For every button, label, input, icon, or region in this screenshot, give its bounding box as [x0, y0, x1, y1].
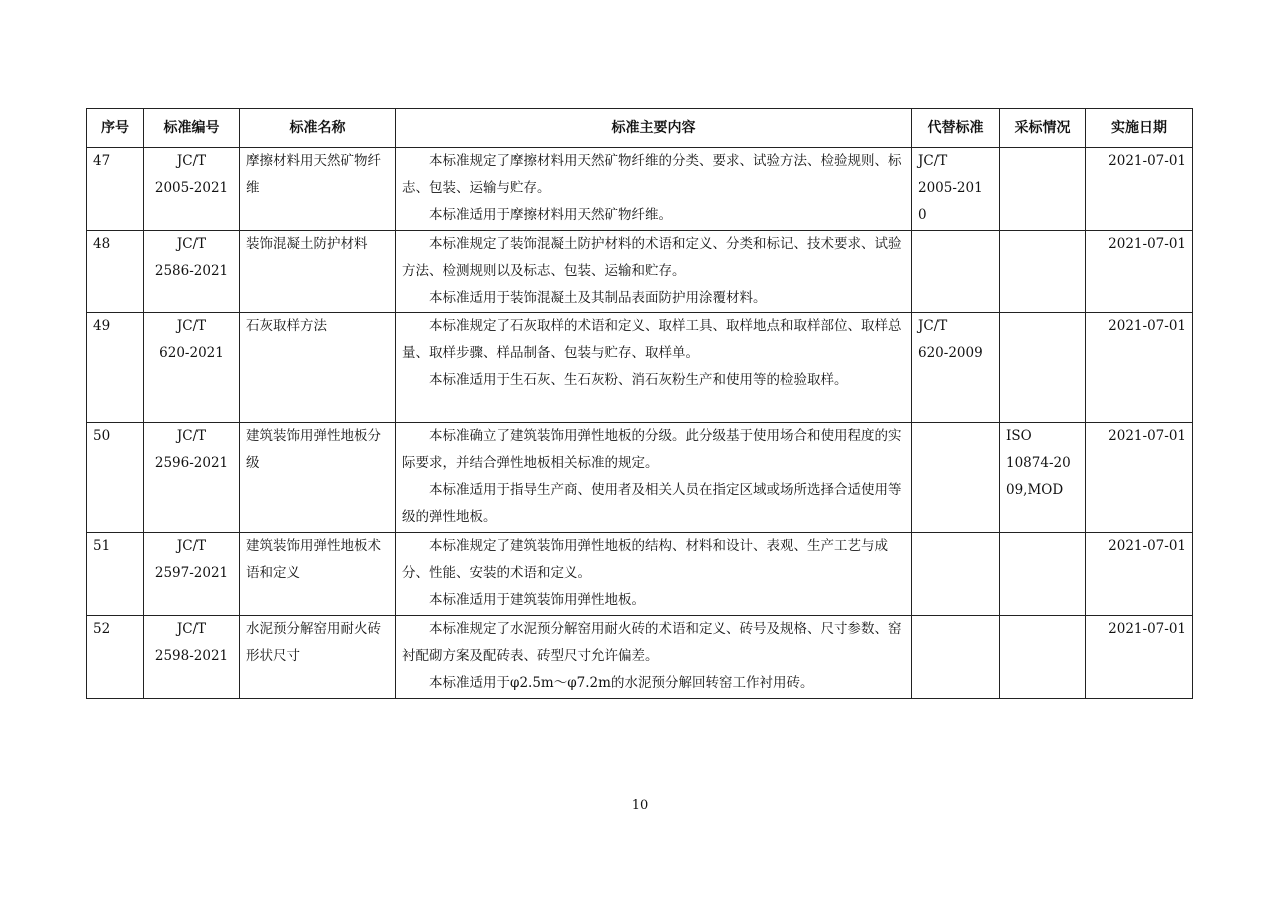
row-content: [396, 231, 912, 313]
row-adopted: [1000, 616, 1086, 699]
replaced-line: JC/T: [918, 318, 948, 334]
row-adopted: [1000, 313, 1086, 423]
table-row: [87, 616, 1193, 699]
code-line: JC/T: [176, 538, 207, 554]
row-replaced: [912, 423, 1000, 533]
code-line: 2005-2021: [154, 180, 229, 196]
header-replaced: 代替标准: [912, 109, 1000, 148]
table-row: [87, 423, 1193, 533]
row-replaced: [912, 533, 1000, 616]
row-content: [396, 616, 912, 699]
code-line: JC/T: [176, 236, 207, 252]
row-replaced: [912, 148, 1000, 231]
code-line: 2597-2021: [154, 565, 229, 581]
table-row: [87, 148, 1193, 231]
row-code: [144, 231, 240, 313]
adopted-line: 09,MOD: [1006, 482, 1064, 498]
content-paragraph: 本标准规定了水泥预分解窑用耐火砖的术语和定义、砖号及规格、尺寸参数、窑衬配砌方案及配砖表、砖型尺寸允许偏差。: [402, 621, 902, 664]
content-paragraph: 本标准规定了建筑装饰用弹性地板的结构、材料和设计、表观、生产工艺与成分、性能、安装的术语和定义。: [402, 538, 888, 581]
row-seq: 48: [87, 231, 144, 313]
replaced-line: 620-2009: [918, 345, 983, 361]
row-adopted: [1000, 533, 1086, 616]
row-code: [144, 533, 240, 616]
table-row: [87, 533, 1193, 616]
content-paragraph: 本标准适用于指导生产商、使用者及相关人员在指定区域或场所选择合适使用等级的弹性地板。: [402, 482, 902, 525]
table-header-row: [87, 109, 1193, 148]
code-line: JC/T: [176, 318, 207, 334]
row-code: [144, 423, 240, 533]
row-date: 2021-07-01: [1086, 231, 1193, 313]
content-paragraph: 本标准适用于生石灰、生石灰粉、消石灰粉生产和使用等的检验取样。: [429, 372, 848, 388]
header-code: 标准编号: [144, 109, 240, 148]
row-seq: 52: [87, 616, 144, 699]
row-code: [144, 148, 240, 231]
content-paragraph: 本标准适用于摩擦材料用天然矿物纤维。: [429, 207, 672, 223]
row-name: 建筑装饰用弹性地板分级: [240, 423, 396, 533]
replaced-line: 2005-201: [918, 180, 983, 196]
row-replaced: [912, 616, 1000, 699]
row-seq: 49: [87, 313, 144, 423]
content-paragraph: 本标准规定了摩擦材料用天然矿物纤维的分类、要求、试验方法、检验规则、标志、包装、运输与贮存。: [402, 153, 902, 196]
page-number: 10: [631, 798, 649, 813]
code-line: 2596-2021: [154, 455, 229, 471]
row-name: 摩擦材料用天然矿物纤维: [240, 148, 396, 231]
row-content: [396, 533, 912, 616]
header-adopted: 采标情况: [1000, 109, 1086, 148]
row-seq: 50: [87, 423, 144, 533]
row-code: [144, 616, 240, 699]
replaced-line: JC/T: [918, 153, 948, 169]
code-line: JC/T: [176, 153, 207, 169]
row-adopted: [1000, 148, 1086, 231]
table-row: [87, 313, 1193, 423]
content-paragraph: 本标准确立了建筑装饰用弹性地板的分级。此分级基于使用场合和使用程度的实际要求，并结合弹性地板相关标准的规定。: [402, 428, 902, 471]
code-line: 2586-2021: [154, 263, 229, 279]
row-seq: 51: [87, 533, 144, 616]
row-date: 2021-07-01: [1086, 533, 1193, 616]
row-name: 水泥预分解窑用耐火砖形状尺寸: [240, 616, 396, 699]
adopted-line: 10874-20: [1006, 455, 1071, 471]
row-name: 石灰取样方法: [240, 313, 396, 423]
table-row: [87, 231, 1193, 313]
content-paragraph: 本标准规定了石灰取样的术语和定义、取样工具、取样地点和取样部位、取样总量、取样步骤、样品制备、包装与贮存、取样单。: [402, 318, 902, 361]
header-date: 实施日期: [1086, 109, 1193, 148]
row-content: [396, 148, 912, 231]
code-line: JC/T: [176, 428, 207, 444]
replaced-line: 0: [918, 207, 927, 223]
content-paragraph: 本标准适用于建筑装饰用弹性地板。: [429, 592, 645, 608]
content-paragraph: 本标准适用于φ2.5m～φ7.2m的水泥预分解回转窑工作衬用砖。: [429, 675, 814, 691]
header-seq: 序号: [87, 109, 144, 148]
row-date: 2021-07-01: [1086, 313, 1193, 423]
row-date: 2021-07-01: [1086, 616, 1193, 699]
row-adopted: [1000, 231, 1086, 313]
code-line: 620-2021: [159, 345, 224, 361]
row-name: 建筑装饰用弹性地板术语和定义: [240, 533, 396, 616]
row-replaced: [912, 231, 1000, 313]
row-replaced: [912, 313, 1000, 423]
row-content: [396, 313, 912, 423]
row-adopted: [1000, 423, 1086, 533]
standards-table: [86, 108, 1193, 699]
code-line: JC/T: [176, 621, 207, 637]
row-content: [396, 423, 912, 533]
header-content: 标准主要内容: [396, 109, 912, 148]
row-date: 2021-07-01: [1086, 423, 1193, 533]
content-paragraph: 本标准规定了装饰混凝土防护材料的术语和定义、分类和标记、技术要求、试验方法、检测规则以及标志、包装、运输和贮存。: [402, 236, 902, 279]
content-paragraph: 本标准适用于装饰混凝土及其制品表面防护用涂覆材料。: [429, 290, 767, 306]
row-code: [144, 313, 240, 423]
row-date: 2021-07-01: [1086, 148, 1193, 231]
code-line: 2598-2021: [154, 648, 229, 664]
row-name: 装饰混凝土防护材料: [240, 231, 396, 313]
adopted-line: ISO: [1006, 428, 1032, 444]
header-name: 标准名称: [240, 109, 396, 148]
row-seq: 47: [87, 148, 144, 231]
